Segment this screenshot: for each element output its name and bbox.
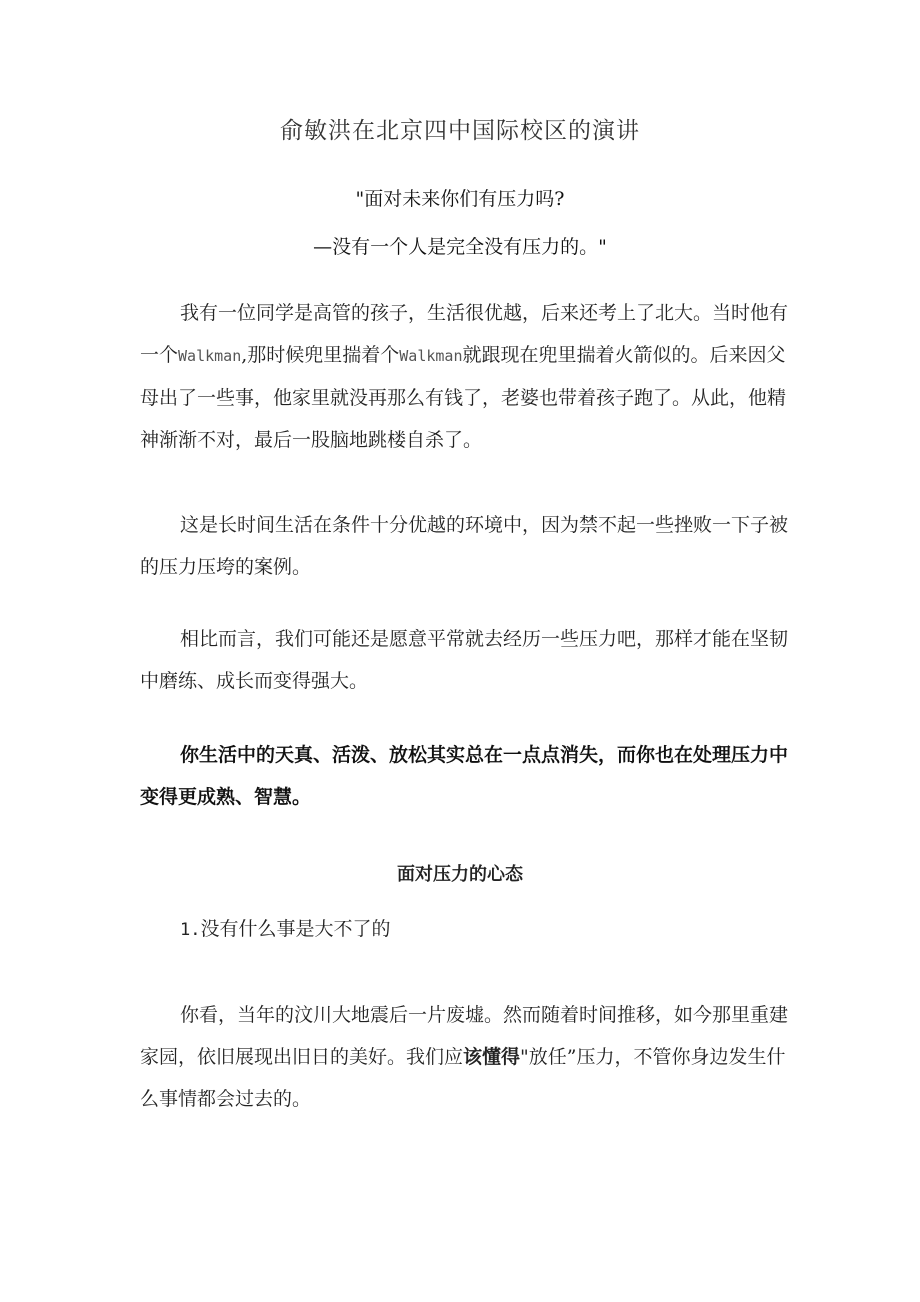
paragraph-4: [140, 734, 800, 818]
paragraph-5-emphasis: 该懂得: [463, 1046, 521, 1068]
paragraph-1: [140, 292, 800, 461]
section-heading: 面对压力的心态: [397, 864, 523, 885]
paragraph-3: [140, 618, 800, 702]
paragraph-2: [140, 504, 800, 588]
paragraph-1-text-b: ,那时候兜里揣着个: [241, 344, 400, 366]
paragraph-2-text: 这是长时间生活在条件十分优越的环境中，因为禁不起一些挫败一下子被的压力压垮的案例。: [140, 514, 789, 578]
paragraph-4-text: 你生活中的天真、活泼、放松其实总在一点点消失，而你也在处理压力中变得更成熟、智慧。: [140, 744, 789, 808]
list-item-text: 没有什么事是大不了的: [200, 918, 391, 940]
paragraph-1-text-c: 就跟现在兜里揣着火箭似的。后来因父母出了一些事，他家里就没再那么有钱了，老婆也带着孩子跑了。从此，他精神渐渐不对，最后一股脑地跳楼自杀了。: [140, 344, 787, 451]
paragraph-5-text-b: "放任”压力，不管你身边发生什么事情都会过去的。: [140, 1046, 786, 1110]
paragraph-3-text: 相比而言，我们可能还是愿意平常就去经历一些压力吧，那样才能在坚韧中磨练、成长而变得强大。: [140, 628, 789, 692]
quote-line-1: "面对未来你们有压力吗?: [355, 188, 565, 210]
paragraph-5-text-a: 你看，当年的汶川大地震后一片废墟。然而随着时间推移，如今那里重建家园，依旧展现出旧日的美好。我们应: [140, 1004, 789, 1068]
list-item-number: 1.: [180, 920, 201, 940]
quote-line-2: —没有一个人是完全没有压力的。": [313, 236, 607, 258]
paragraph-5: [140, 994, 800, 1120]
walkman-term-1: Walkman: [178, 347, 242, 365]
document-title: 俞敏洪在北京四中国际校区的演讲: [280, 118, 640, 144]
walkman-term-2: Walkman: [399, 347, 463, 365]
paragraph-1-text-a: 我有一位同学是高管的孩子，生活很优越，后来还考上了北大。当时他有一个: [140, 302, 789, 366]
list-item-1: [180, 914, 391, 941]
